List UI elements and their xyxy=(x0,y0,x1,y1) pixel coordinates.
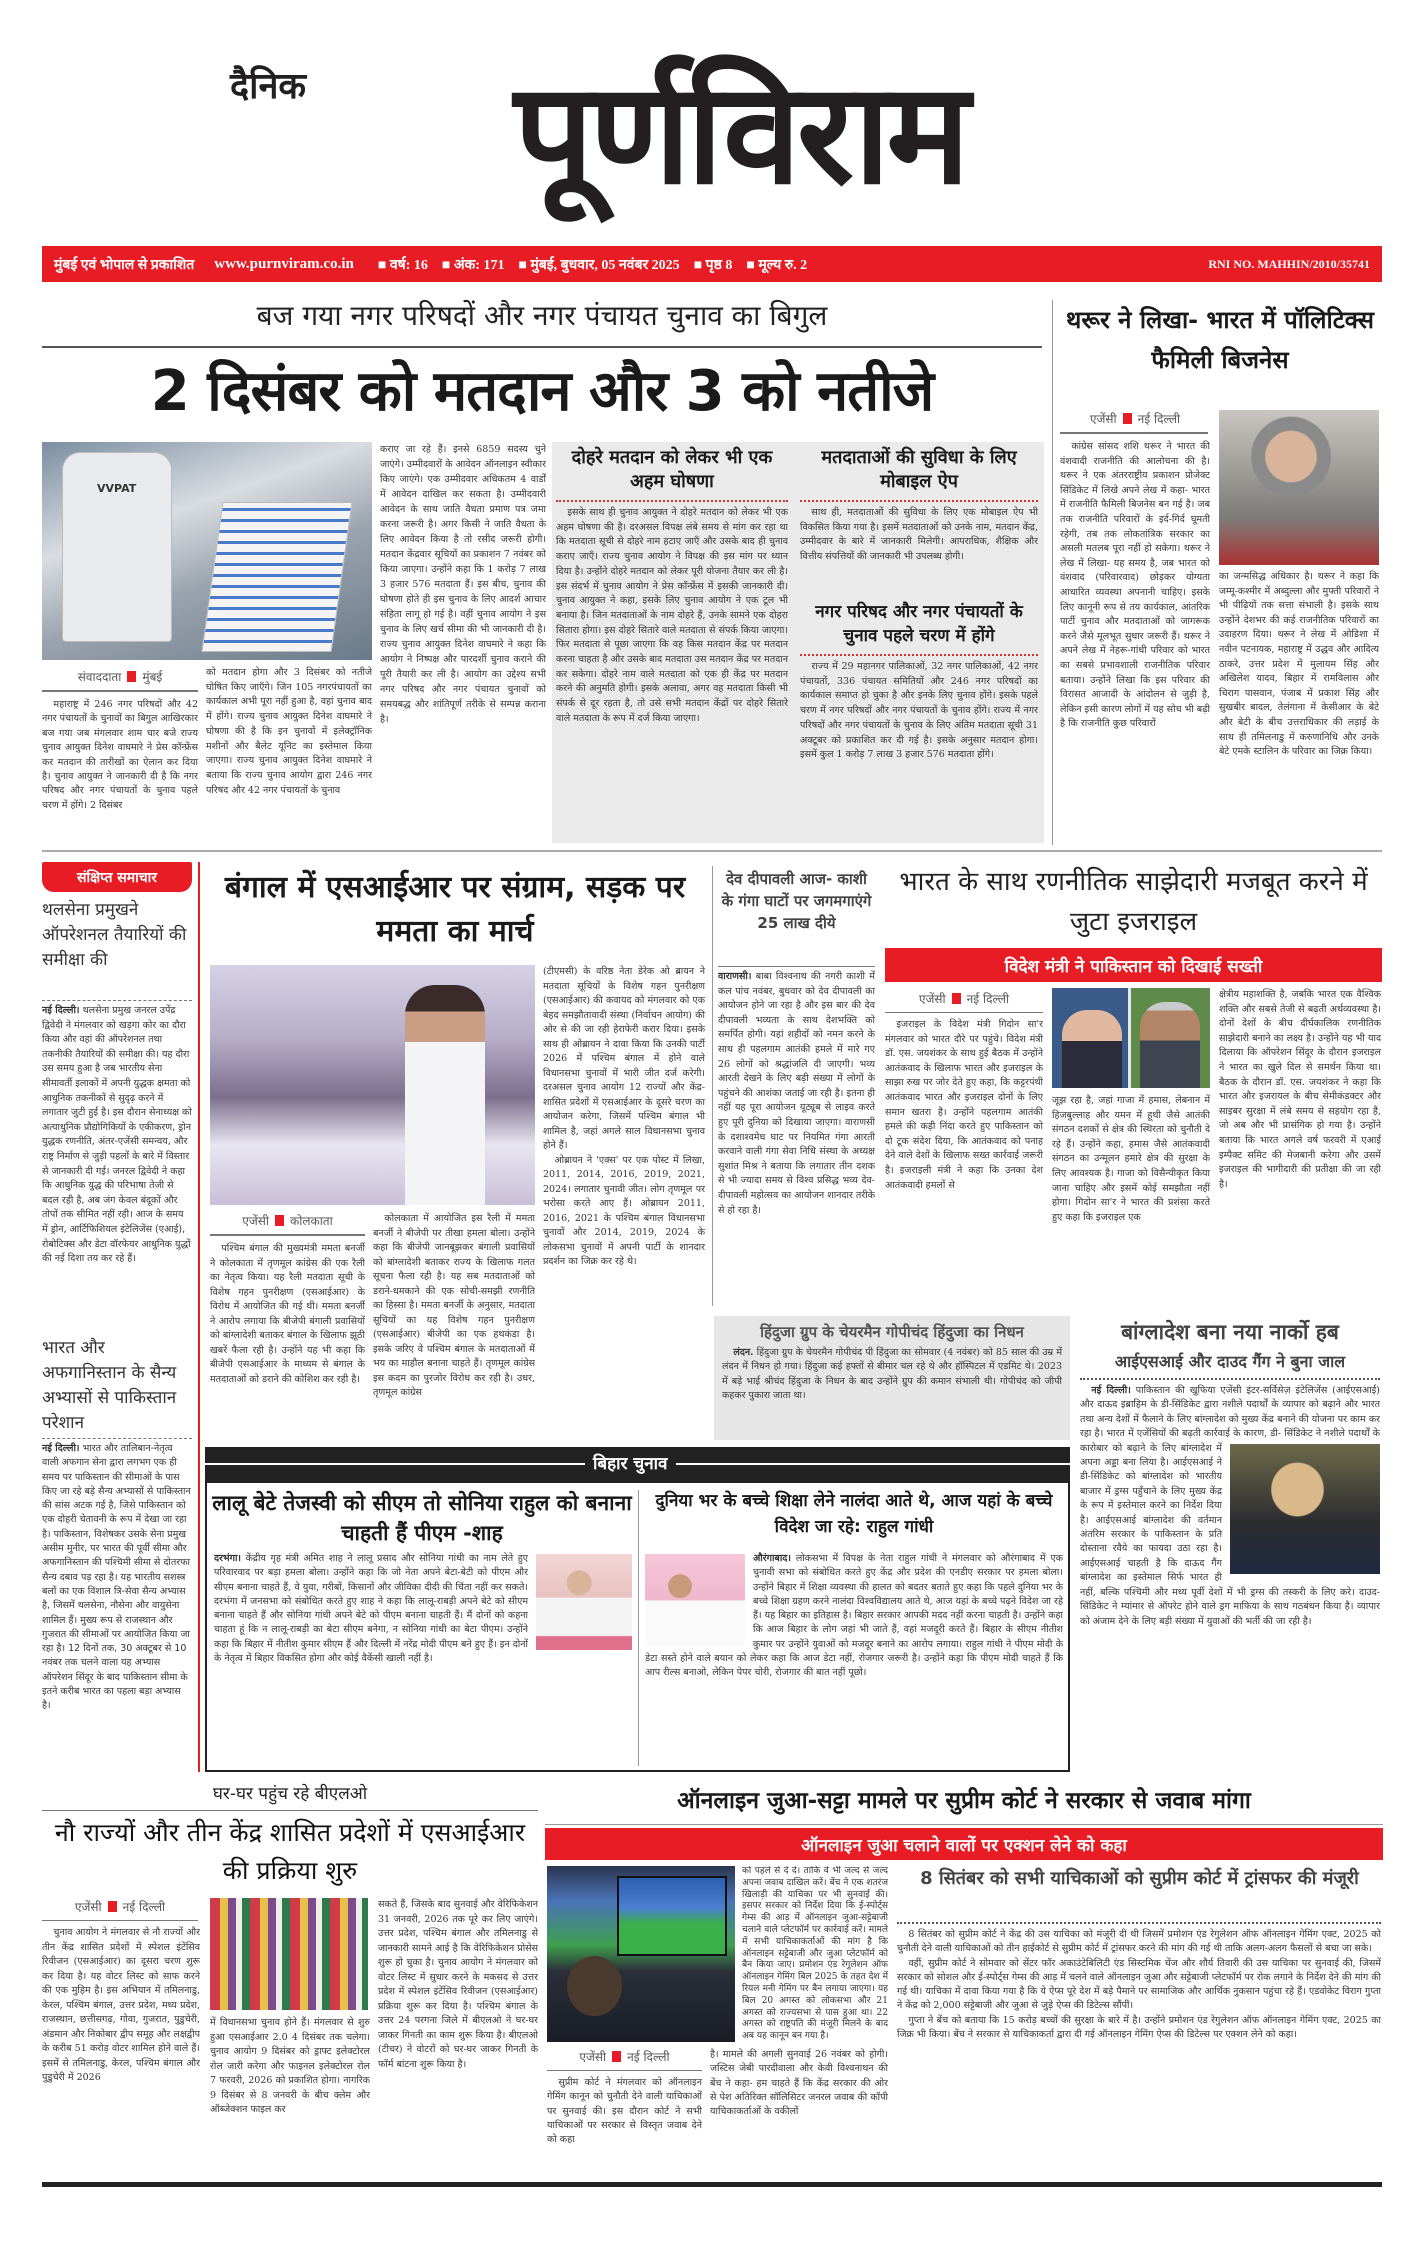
sir-kicker: घर-घर पहुंच रहे बीएलओ xyxy=(212,1784,368,1804)
mamata-rally-photo xyxy=(210,965,535,1205)
bangladesh-body xyxy=(1080,1384,1380,1772)
bihar-band-label: बिहार चुनाव xyxy=(585,1451,676,1477)
masthead-title: पूर्णविराम xyxy=(513,53,967,216)
brief-item1-text: थलसेना प्रमुख जनरल उपेंद्र द्विवेदी ने मंगलवार को खड़गा कोर का दौरा किया और वहां की ऑपरेशनल तथा तकनीकी तैयारियों की समीक्षा की। यह दौरा उस समय हुआ है जब भारतीय सेना सीमावर्ती इलाकों में अपनी युद्धक क्षमता को आधुनिक तकनीकों से सुदृढ़ करने में लगातार जुटी हुई है। इस दौरान सेनाध्यक्ष को अत्याधुनिक प्रौद्योगिकियों के एकीकरण, ड्रोन युद्धक रणनीति, अंतर-एजेंसी समन्वय, और राष्ट्र निर्माण से जुड़ी पहलों के बारे में विस्तार से जानकारी दी गई। जनरल द्विवेदी ने कहा कि आधुनिक युद्ध की परिभाषा तेजी से बदल रही है, अब जंग केवल बंदूकों और तोपों तक सीमित नहीं रही। आज के समय में ड्रोन, आर्टिफिशियल इंटेलिजेंस (एआई), रोबोटिक्स और डेटा वॉरफेयर आधुनिक युद्धों की नई दिशा तय कर रहे हैं। xyxy=(42,1005,192,1265)
hinduja-box xyxy=(714,1316,1070,1440)
dev-deepawali-place: वाराणसी। xyxy=(718,971,752,982)
byline-place: नई दिल्ली xyxy=(122,1900,166,1914)
tharoor-byline xyxy=(1060,410,1210,427)
byline-source: एजेंसी xyxy=(918,992,946,1006)
byline-source: संवाददाता xyxy=(77,670,122,684)
website-link[interactable]: www.purnviram.co.in xyxy=(214,255,354,272)
tharoor-headline: थरूर ने लिखा- भारत में पॉलिटिक्स फैमिली बिजनेस xyxy=(1066,306,1374,374)
brief-red-divider xyxy=(198,862,200,1772)
pages-text: पृष्ठ 8 xyxy=(705,257,733,273)
bihar-story2-headline: दुनिया भर के बच्चे शिक्षा लेने नालंदा आते थे, आज यहां के बच्चे विदेश जा रहे: राहुल गांधी xyxy=(655,1491,1053,1537)
box1-title: दोहरे मतदान को लेकर भी एक अहम घोषणा xyxy=(571,447,773,492)
hinduja-body xyxy=(722,1346,1062,1404)
gambling-col1: सुप्रीम कोर्ट ने मंगलवार को ऑनलाइन गेमिंग कानून को चुनौती देने वाली याचिकाओं पर सुनवाई की। इस दौरान कोर्ट ने सभी याचिकाओं पर सरकार से विस्तृत जवाब देने को कहा xyxy=(547,2077,702,2146)
lead-col1: महाराष्ट्र में 246 नगर परिषदों और 42 नगर पंचायतों के चुनावों का बिगुल आखिरकार बज गया जब मंगलवार शाम चार बजे राज्य चुनाव आयुक्त दिनेश वाघमारे ने प्रेस कॉन्फ्रेंस कर मतदान की तारीखों का ऐलान कर दिया है। चुनाव आयुक्त ने जानकारी दी है कि नगर परिषद और नगर पंचायतों के चुनाव पहले चरण में होंगे। 2 दिसंबर xyxy=(42,699,198,811)
byline-place: नई दिल्ली xyxy=(627,2050,670,2064)
sir-kicker-rule xyxy=(42,1810,538,1811)
brief-item1-body xyxy=(42,1004,192,1330)
byline-square-icon xyxy=(275,1215,284,1226)
sir-headline: नौ राज्यों और तीन केंद्र शासित प्रदेशों में एसआईआर की प्रक्रिया शुरु xyxy=(54,1818,526,1885)
bengal-col3-p2: ओब्रायन ने 'एक्स' पर एक पोस्ट में लिखा, 2011, 2014, 2016, 2019, 2021, 2024। लगातार चुनावी जीत। लोग तृणमूल पर भरोसा करते आए हैं। ओब्रायन 2011, 2016, 2021 के पश्चिम बंगाल विधानसभा चुनावों और 2014, 2019, 2024 के लोकसभा चुनावों में अपनी पार्टी के शानदार प्रदर्शन का जिक्र कर रहे थे। xyxy=(543,1154,705,1267)
bangladesh-text3: का निर्देश दिया है। आईएसआई बांग्लादेश की वर्तमान अंतरिम सरकार के पाकिस्तान के प्रति दोस्ताना रवैये का फायदा उठा रहा है। आईएसआई चाहती है कि दाऊद गैंग बांग्लादेश का इस्तेमाल सिर्फ भारत ही नहीं, बल्कि पश्चिमी और मध्य पूर्वी देशों में भी ड्रग्स की तस्करी के लिए करे। दाउद-सिंडिकेट ने म्यांमार से ऑपरेट होने वाले ड्रग माफिया के साथ गठबंधन किया है। व्यापार को अंजाम देने के लिए बड़ी संख्या में युवाओं की भर्ती की जा रही है। xyxy=(1080,1500,1380,1627)
year-text: वर्ष: 16 xyxy=(389,257,428,273)
byline-square-icon xyxy=(1123,413,1132,424)
tharoor-col1: कांग्रेस सांसद शशि थरूर ने भारत की वंशवादी राजनीति की आलोचना की है। थरूर ने एक अंतरराष्ट्रीय प्रकाशन प्रोजेक्ट सिंडिकेट में लिखे अपने लेख में कहा- भारत में राजनीति फैमिली बिजनेस बन गई है। जब तक राजनीति परिवारों के इर्द-गिर्द घूमती रहेगी, तब तक लोकतांत्रिक सरकार का असली मतलब पूरा नहीं हो सकेगा। थरूर ने लेख में लिखा- यह समय है, जब भारत को वंशवाद (परिवारवाद) छोड़कर योग्यता आधारित व्यवस्था अपनानी चाहिए। इसके लिए कानूनी रूप से तय कार्यकाल, आंतरिक पार्टी चुनाव और मतदाताओं को जागरूक करने जैसे मूलभूत सुधार जरूरी हैं। थरूर ने अपने लेख में नेहरू-गांधी परिवार को भारत का सबसे प्रभावशाली राजनीतिक परिवार बताया। उन्होंने लिखा कि इस परिवार की विरासत आजादी के आंदोलन से जुड़ी है, लेकिन इसी कारण लोगों में यह सोच भी बढ़ी है कि राजनीति कुछ परिवारों xyxy=(1060,441,1210,730)
hinduja-place: लंदन. xyxy=(733,1347,754,1358)
lead-kicker: बज गया नगर परिषदों और नगर पंचायत चुनाव का बिगुल xyxy=(256,299,828,332)
brief-item2-text: भारत और तालिबान-नेतृत्व वाली अफगान सेना द्वारा लगभग एक ही समय पर पाकिस्तान की सीमाओं के पास किए जा रहे बड़े सैन्य अभ्यासों से पाकिस्तान की सांस अटक गई है, जिसे पाकिस्तान को एक दोहरी चेतावनी के रूप में देखा जा रहा है। पाकिस्तान, विशेषकर उसके सेना प्रमुख असीम मुनीर, पर भारत की पूर्वी सीमा और अफगानिस्तान की पश्चिमी सीमा से दोतरफा सैन्य दबाव पड़ रहा है। यह भारतीय सशस्त्र बलों का एक विशाल त्रि-सेवा सैन्य अभ्यास है, जिसमें थलसेना, नौसेना और वायुसेना शामिल हैं। मुख्य रूप से राजस्थान और गुजरात की सीमाओं पर आयोजित किया जा रहा है। 12 दिनों तक, 30 अक्टूबर से 10 नवंबर तक चलने वाला यह अभ्यास ऑपरेशन सिंदूर के बाद पाकिस्तान सीमा के इतने करीब भारत का पहला बड़ा अभ्यास है। xyxy=(42,1443,191,1712)
bangladesh-text1: पाकिस्तान की खुफिया एजेंसी इंटर-सर्विसेज़ इंटेलिजेंस (आईएसआई) और दाऊद इब्राहिम के डी-सिंडिकेट द्वारा नशीले पदार्थों के व्यापार को बढ़ाने और भारत तथा अन्य देशों में फैलाने के लिए बांग्लादेश को मुख्य केंद्र बनाने की योजना पर काम कर रहा है। भारत में एजेंसियों की बढ़ती कार्रवाई के कारण, डी- xyxy=(1080,1385,1380,1440)
hinduja-headline: हिंदुजा ग्रुप के चेयरमैन गोपीचंद हिंदुजा का निधन xyxy=(760,1323,1024,1341)
amit-shah-rally-photo xyxy=(536,1554,632,1650)
bihar-story2-place: औरंगाबाद। xyxy=(753,1553,791,1564)
masthead-prefix: दैनिक xyxy=(230,66,307,107)
ballot-unit xyxy=(201,502,352,652)
tharoor-photo xyxy=(1219,410,1379,565)
israel-col3: क्षेत्रीय महाशक्ति है, जबकि भारत एक वैश्विक शक्ति और सबसे तेजी से बढ़ती अर्थव्यवस्था है। दोनों देशों के बीच दीर्घकालिक रणनीतिक साझेदारी बनाने का लक्ष्य है। उन्होंने यह भी याद दिलाया कि ऑपरेशन सिंदूर के दौरान इजराइल ने भारत का खुले दिल से समर्थन किया था। बैठक के दौरान डॉ. एस. जयशंकर ने कहा कि भारत और इजरायल के बीच सेमीकंडक्टर और साइबर सुरक्षा में लंबे समय से सहयोग रहा है, जो अब और भी प्रासंगिक हो गया है। उन्होंने बताया कि भारत अगले वर्ष फरवरी में एआई इम्पैक्ट समिट की मेजबानी करेगा और उसमें इजराइल की भागीदारी की प्रतीक्षा की जा रही है। xyxy=(1219,989,1381,1190)
brief-item2-title: भारत और अफगानिस्तान के सैन्य अभ्यासों से पाकिस्तान परेशान xyxy=(42,1338,177,1433)
tharoor-col2: का जन्मसिद्ध अधिकार है। थरूर ने कहा कि जम्मू-कश्मीर में अब्दुल्ला और मुफ्ती परिवारों ने भी पीढ़ियों तक सत्ता संभाली है। इसके साथ उन्होंने देशभर की कई राजनीतिक परिवारों का उदाहरण दिया। थरूर ने लेख में ओडिशा में नवीन पटनायक, महाराष्ट्र में उद्धव और आदित्य ठाकरे, उत्तर प्रदेश में मुलायम सिंह और अखिलेश यादव, बिहार में रामविलास और चिराग पासवान, पंजाब में प्रकाश सिंह और सुखबीर बादल, तेलंगाना में केसीआर के बेटे और बेटी के बीच उत्तराधिकार की लड़ाई के साथ ही तमिलनाडु में करुणानिधि और उनके बेटे एमके स्टालिन के परिवार का जिक्र किया। xyxy=(1219,571,1379,758)
byline-place: नई दिल्ली xyxy=(1137,412,1181,426)
box3-text: राज्य में 29 महानगर पालिकाओं, 32 नगर पालिकाओं, 42 नगर पंचायतों, 336 पंचायत समितियों और 246 नगर परिषदों का कार्यकाल समाप्त हो चुका है और इनके लिए चुनाव होंगे। इसके पहले चरण में नगर परिषदों और नगर पंचायतों के चुनाव होंगे। राज्य में नगर परिषदों और नगर पंचायतों के चुनाव के लिए अंतिम मतदाता सूची 31 अक्टूबर को प्रकाशित कर दी गई है। इसके अनुसार मतदान होगा। इसमें कुल 1 करोड़ 7 लाख 3 हजार 576 मतदाता होंगे। xyxy=(800,661,1038,761)
issue-text: अंक: 171 xyxy=(453,257,505,273)
byline-square-icon xyxy=(952,993,961,1004)
israel-subhead: विदेश मंत्री ने पाकिस्तान को दिखाई सख्ती xyxy=(1004,956,1263,977)
byline-source: एजेंसी xyxy=(242,1214,270,1228)
rni-number: RNI NO. MAHHIN/2010/35741 xyxy=(1208,256,1370,271)
bangladesh-text2: सिंडिकेट ने नशीले पदार्थों के कारोबार को बढ़ाने के लिए बांग्लादेश में अपना अड्डा बना लिया है। आईएसआई ने डी-सिंडिकेट को बांग्लादेश को भारतीय बाजार में ड्रग्स पहुँचाने के लिए मुख्य केंद्र के रूप में इस्तेमाल करने xyxy=(1080,1428,1380,1512)
bangladesh-subhead: आईएसआई और दाउद गैंग ने बुना जाल xyxy=(1114,1352,1346,1371)
lead-col2: को मतदान होगा और 3 दिसंबर को नतीजे घोषित किए जाएँगे। जिन 105 नगरपंचायतों का कार्यकाल अभी पूरा नहीं हुआ है, वहां चुनाव बाद में होंगे। राज्य चुनाव आयुक्त दिनेश वाघमारे ने घोषणा की है कि इन चुनावों में इलेक्ट्रॉनिक मशीनों और बैलेट यूनिट का इस्तेमाल किया जाएगा। राज्य चुनाव आयुक्त दिनेश वाघमारे ने बताया कि राज्य चुनाव आयोग द्वारा 246 नगर परिषद और 42 नगर पंचायतों के चुनाव xyxy=(206,667,372,796)
israel-byline xyxy=(885,990,1043,1007)
gambling-subhead-bar xyxy=(545,1828,1383,1860)
price-info: ■ मूल्य रु. 2 xyxy=(746,257,808,273)
byline-rule xyxy=(885,1012,1043,1013)
gambling-side-headline: 8 सितंबर को सभी याचिकाओं को सुप्रीम कोर्ट में ट्रांसफर की मंजूरी xyxy=(920,1868,1359,1889)
column-divider xyxy=(1052,300,1053,845)
byline-square-icon xyxy=(127,671,136,682)
jaishankar-figure xyxy=(1140,1002,1200,1088)
sir-byline xyxy=(42,1898,198,1915)
box1-text: इसके साथ ही चुनाव आयुक्त ने दोहरे मतदान को लेकर भी एक अहम घोषणा की है। दरअसल विपक्ष लंबे समय से मांग कर रहा था कि मतदाता सूची से दोहरे नाम हटाए जाएँ और उसके बाद ही चुनाव कराए जाएँ। राज्य चुनाव आयोग ने विपक्ष की इस मांग पर ध्यान दिया है। उन्होंने दोहरे मतदान को लेकर पूरी योजना तैयार कर ली है। इस संदर्भ में चुनाव आयोग ने प्रेस कॉन्फ्रेंस में इसकी जानकारी दी। चुनाव आयुक्त ने कहा, इसके लिए चुनाव आयोग ने एक टूल भी बनाया है। जिन मतदाताओं के नाम दोहरे हैं, उनके सामने एक दोहरा सितारा होगा। इस दोहरे सितारे वाले मतदाता से संपर्क किया जाएगा। फिर मतदाता से पूछा जाएगा कि वह किस मतदान केंद्र पर मतदान करना चाहता है और उसके बाद मतदाता उस मतदान केंद्र पर मतदान कर सकेगा। दोहरे नाम वाले मतदाता को एक ही केंद्र पर मतदान करने की अनुमति होगी। इसके अलावा, अगर वह मतदाता किसी भी संपर्क से दूर रहता है, तो उसे सभी मतदान केंद्रों पर दोहरे सितारे वाले मतदाता के रूप में दर्ज किया जाएगा। xyxy=(556,507,788,724)
byline-square-icon xyxy=(612,2051,621,2062)
brief-item2-divider xyxy=(42,1438,192,1439)
byline-source: एजेंसी xyxy=(74,1900,102,1914)
box2-divider xyxy=(800,500,1038,502)
page-bottom-rule xyxy=(42,2182,1382,2187)
gambling-subhead: ऑनलाइन जुआ चलाने वालों पर एक्शन लेने को कहा xyxy=(801,1835,1127,1856)
saar-figure xyxy=(1062,1010,1122,1088)
published-from: मुंबई एवं भोपाल से प्रकाशित xyxy=(54,257,195,273)
brief-item1-divider xyxy=(42,1000,192,1001)
bihar-band xyxy=(205,1447,1070,1483)
issue-info: ■ अंक: 171 xyxy=(441,257,505,273)
byline-rule xyxy=(210,1234,365,1236)
ministers-photo xyxy=(1052,988,1210,1088)
hinduja-text: हिंदुजा ग्रुप के चेयरमैन गोपीचंद पी हिंदुजा का सोमवार (4 नवंबर) को 85 साल की उम्र में लंदन में निधन हो गया। हिंदुजा कई हफ्तों से बीमार चल रहे थे और हॉस्पिटल में एडमिट थे। 2023 में बड़े भाई श्रीचंद हिंदुजा के निधन के बाद उन्होंने ग्रुप की कमान संभाली थी। गोपीचंद को जीपी कहकर पुकारा जाता था। xyxy=(722,1347,1062,1402)
box3-title: नगर परिषद और नगर पंचायतों के चुनाव पहले चरण में होंगे xyxy=(815,602,1023,646)
bihar-story1-place: दरभंगा। xyxy=(214,1553,242,1564)
bihar-story2-text: लोकसभा में विपक्ष के नेता राहुल गांधी ने मंगलवार को औरंगाबाद में एक चुनावी सभा को संबोधित करते हुए केंद्र और प्रदेश की एनडीए सरकार पर हमला बोला। उन्होंने बिहार में शिक्षा व्यवस्था की हालत को बदतर बताते हुए कहा कि पहले दुनिया भर के बच्चे शिक्षा ग्रहण करने नालंदा विश्वविद्यालय आते थे, आज यहां के बच्चे पढ़ने विदेश जा रहे हैं। यह बिहार का इतिहास है। बिहार सरकार आपकी मदद नहीं करना चाहती है। उन्होंने कहा कि आज बिहार के लोग जहां भी जाते हैं, वहां मजदूरी करते हैं। बिहार के सीएम नीतीश कुमार पर उन्होंने युवाओं को मजदूर बनाने का आरोप लगाया। राहुल गांधी ने पीएम मोदी के डेटा सस्ते होने वाले बयान को लेकर कहा कि आज डेटा नहीं, रोजगार जरूरी है। उन्होंने कहा कि पीएम मोदी चाहते हैं कि आप रील्स बनाओ, लेकिन पेपर चोरी, रोजगार की बात नहीं पूछो। xyxy=(645,1553,1063,1679)
bihar-story2-body xyxy=(645,1552,1063,1766)
dev-deepawali-text: बाबा विश्वनाथ की नगरी काशी में कल पांच नवंबर, बुधवार को देव दीपावली का आयोजन होने जा रहा है और इस बार की देव दीपावली भव्यता के साथ देशभक्ति को समर्पित होगी। यहां शहीदों को नमन करने के साथ ही पहलगाम आतंकी हमले में मारे गए 26 लोगों को श्रद्धांजलि दी जाएगी। भव्य आरती देखने के लिए बड़ी संख्या में लोगों के पहुंचने की आशंका जताई जा रही है। इतना ही नहीं यह पूरा आयोजन यूट्यूब से लाइव करते हुए पूरी दुनिया को दिखाया जाएगा। वाराणसी के दशाश्वमेध घाट पर नियमित गंगा आरती करवाने वाली गंगा सेवा निधि संस्था के अध्यक्ष सुशांत मिश्र ने बताया कि लगातार तीन दशक से भी ज्यादा समय से विश्व प्रसिद्ध भव्य देव-दीपावली महोत्सव का आयोजन शानदार तरीके से हो रहा है। xyxy=(718,971,875,1216)
gambling-col2: है। मामले की अगली सुनवाई 26 नवंबर को होगी। जस्टिस जेबी पारदीवाला और केवी विश्वनाथन की बेंच ने कहा- हम चाहते हैं कि केंद्र सरकार की ओर से पेश अतिरिक्त सॉलिसिटर जनरल जवाब की कॉपी याचिकाकर्ताओं के वकीलों xyxy=(710,2049,888,2118)
box2-title: मतदाताओं की सुविधा के लिए मोबाइल ऐप xyxy=(821,447,1017,492)
israel-headline: भारत के साथ रणनीतिक साझेदारी मजबूत करने में जुटा इजराइल xyxy=(899,867,1368,937)
section-divider xyxy=(42,850,1382,852)
bengal-col1: पश्चिम बंगाल की मुख्यमंत्री ममता बनर्जी ने कोलकाता में तृणमूल कांग्रेस की एक रैली का नेतृत्व किया। यह रैली मतदाता सूची के विशेष गहन पुनरीक्षण (एसआईआर) के विरोध में आयोजित की गई थी। ममता बनर्जी ने आरोप लगाया कि बीजेपी बंगाली प्रवासियों को बांग्लादेशी बताकर बंगाल के खिलाफ झूठी खबरें फैला रही है। उन्होंने यह भी कहा कि बीजेपी एसआईआर के माध्यम से बंगाल के मतदाताओं को डराने की कोशिश कर रही है। xyxy=(210,1243,365,1385)
box2-text: साथ ही, मतदाताओं की सुविधा के लिए एक मोबाइल ऐप भी विकसित किया गया है। इसमें मतदाताओं को उनके नाम, मतदान केंद्र, उम्मीदवार के बारे में जानकारी मिलेगी। आपराधिक, शैक्षिक और वित्तीय संपत्तियों की जानकारी भी उपलब्ध होगी। xyxy=(800,507,1038,563)
israel-col2: जूझ रहा है, जहां गाजा में हमास, लेबनान में हिजबुल्लाह और यमन में हूथी जैसे आतंकी संगठन दशकों से क्षेत्र की स्थिरता को चुनौती दे रहे हैं। उन्होंने कहा, हमास जैसे आतंकवादी संगठन का उन्मूलन हमारे क्षेत्र की सुरक्षा के लिए आवश्यक है। गाजा को विसैन्यीकृत किया जाना चाहिए और इसमें कोई समझौता नहीं होगा। गिदोन सा'र ने भारत की प्रशंसा करते हुए कहा कि इजराइल एक xyxy=(1052,1095,1210,1223)
byline-source: एजेंसी xyxy=(1089,412,1117,426)
box3-divider xyxy=(800,654,1038,656)
dateline-bar xyxy=(42,246,1382,282)
masthead xyxy=(0,0,1417,245)
vvpat-machine xyxy=(62,452,172,642)
byline-square-icon xyxy=(108,1901,117,1912)
brief-item2-place: नई दिल्ली। xyxy=(42,1443,80,1454)
byline-rule xyxy=(42,690,198,692)
mamata-figure xyxy=(405,985,485,1205)
sir-col2: में विधानसभा चुनाव होने हैं। मंगलवार से शुरु हुआ एसआईआर 2.0 4 दिसंबर तक चलेगा। चुनाव आयोग 9 दिसंबर को ड्राफ्ट इलेक्टोरल रोल जारी करेगा और फाइनल इलेक्टोरल रोल 7 फरवरी, 2026 को प्रकाशित होगा। नागरिक 9 दिसंबर से 8 जनवरी के बीच क्लेम और ऑब्जेक्शन फाइल कर xyxy=(210,2017,370,2115)
evm-vvpat-photo xyxy=(42,442,372,660)
brief-label: संक्षिप्त समाचार xyxy=(77,869,157,886)
sir-col1: चुनाव आयोग ने मंगलवार से नौ राज्यों और तीन केंद्र शासित प्रदेशों में स्पेशल इंटेंसिव रिवीजन (एसआईआर) का दूसरा चरण शुरू कर दिया है। यह वोटर लिस्ट को साफ करने की एक मुहिम है। इस अभियान में तमिलनाडु, केरल, पश्चिम बंगाल, उत्तर प्रदेश, मध्य प्रदेश, राजस्थान, छत्तीसगढ़, गोवा, गुजरात, पुडुचेरी, अंडमान और निकोबार द्वीप समूह और लक्षद्वीप के करीब 51 करोड़ वोटर शामिल होने वाले हैं। इसमें से तमिलनाडु, केरल, पश्चिम बंगाल और पुडुचेरी में 2026 xyxy=(42,1927,200,2083)
column-divider xyxy=(712,866,713,1306)
gambling-side-body xyxy=(897,1928,1381,2176)
byline-place: नई दिल्ली xyxy=(966,992,1010,1006)
side-text2: वहीं, सुप्रीम कोर्ट ने सोमवार को सेंटर फॉर अकाउंटेबिलिटी एंड सिस्टमिक चेंज और शौर्य तिवारी की उस याचिका पर सुनवाई की, जिसमें सरकार को सोशल और ई-स्पोर्ट्स गेम्स की आड़ में चलने वाले ऑनलाइन जुआ और सट्टेबाजी प्लेटफॉर्म पर रोक लगाने के निर्देश देने की मांग की गई थी। याचिका में दावा किया गया है कि ये ऐप्स पूरे देश में बड़े पैमाने पर सामाजिक और आर्थिक नुकसान पहुंचा रहे हैं। एडवोकेट विराग गुप्ता ने केंद्र को 2,000 सट्टेबाजी और जुआ से जुड़े ऐप्स की डिटेल्स सौंपीं। xyxy=(897,1957,1381,2012)
date-text: मुंबई, बुधवार, 05 नवंबर 2025 xyxy=(530,257,680,273)
dev-deepawali-rule xyxy=(718,966,875,967)
gaming-photo xyxy=(547,1866,735,2042)
dev-deepawali-body xyxy=(718,970,875,1310)
lead-headline: 2 दिसंबर को मतदान और 3 को नतीजे xyxy=(150,359,934,424)
bengal-col3-p1: (टीएमसी) के वरिष्ठ नेता डेरेक ओ ब्रायन ने मतदाता सूचियों के विशेष गहन पुनरीक्षण (एसआईआर) की कवायद को मंगलवार को एक बेहद समझौतावादी संस्था (निर्वाचन आयोग) की ओर से की जा रही हेराफेरी करार दिया। इसके साथ ही ओब्रायन ने दावा किया कि उनकी पार्टी 2026 में पश्चिम बंगाल में होने वाले विधानसभा चुनावों में भारी जीत दर्ज करेगी। दरअसल चुनाव आयोग 12 राज्यों और केंद्र-शासित प्रदेशों में एसआईआर के दूसरे चरण का आयोजन करेगा, जिसमें पश्चिम बंगाल भी शामिल है, जहां अगले साल विधानसभा चुनाव होने हैं। xyxy=(543,966,705,1151)
bangladesh-divider xyxy=(1080,1378,1380,1380)
voters-queue-photo xyxy=(210,1898,368,2010)
byline-place: कोलकाता xyxy=(290,1214,333,1228)
dawood-photo xyxy=(1230,1444,1380,1574)
brief-label-tab xyxy=(42,862,192,892)
dev-deepawali-headline: देव दीपावली आज- काशी के गंगा घाटों पर जगमगाएंगे 25 लाख दीये xyxy=(721,870,872,932)
tv-screen xyxy=(617,1876,727,1956)
byline-source: एजेंसी xyxy=(579,2050,607,2064)
vvpat-label: VVPAT xyxy=(97,482,137,495)
byline-place: मुंबई xyxy=(142,670,163,684)
side-text3: गुप्ता ने बेंच को बताया कि 15 करोड़ बच्चों की सुरक्षा के बारे में है। उन्होंने प्रमोशन एंड रेगुलेशन ऑफ ऑनलाइन गेमिंग एक्ट, 2025 का जिक्र भी किया। बेंच ने सरकार से याचिकाकर्ता द्वारा दी गई ऑनलाइन गेमिंग ऐप्स की डिटेल्स पर एक्शन लेने को कहा। xyxy=(897,2014,1381,2041)
column-divider xyxy=(638,1490,639,1766)
kicker-rule xyxy=(42,346,1042,348)
byline-rule xyxy=(42,1920,198,1921)
byline-rule xyxy=(1060,432,1208,434)
gambling-headline: ऑनलाइन जुआ-सट्टा मामले पर सुप्रीम कोर्ट ने सरकार से जवाब मांगा xyxy=(677,1788,1251,1814)
lead-byline xyxy=(42,668,198,685)
brief-item1-place: नई दिल्ली। xyxy=(42,1005,80,1016)
israel-subhead-bar xyxy=(885,948,1382,982)
sir-col3: सकते हैं, जिसके बाद सुनवाई और वेरिफिकेशन 31 जनवरी, 2026 तक पूरे कर लिए जाएंगे। उत्तर प्रदेश, पश्चिम बंगाल और तमिलनाडु से जानकारी सामने आई है कि वेरिफिकेशन प्रोसेस शुरू हो चुका है। चुनाव आयोग ने मंगलवार को वोटर लिस्ट में सुधार करने के मकसद से उत्तर प्रदेश में स्पेशल इंटेंसिव रिवीजन (एसआईआर) प्रक्रिया शुरू कर दिया है। पश्चिम बंगाल के उत्तर 24 परगना जिले में बीएलओ ने घर-घर जाकर गिनती का काम शुरू किया है। बीएलओ (टीचर) ने वोटरों को घर-घर जाकर गिनती के फॉर्म बांटना शुरू किया है। xyxy=(378,1899,538,2070)
date-info: ■ मुंबई, बुधवार, 05 नवंबर 2025 xyxy=(518,257,680,273)
bengal-byline xyxy=(210,1212,365,1229)
year-info: ■ वर्ष: 16 xyxy=(377,257,428,273)
brief-item2-body xyxy=(42,1442,192,1772)
price-text: मूल्य रु. 2 xyxy=(758,257,808,273)
pages-info: ■ पृष्ठ 8 xyxy=(693,257,733,273)
bangladesh-place: नई दिल्ली। xyxy=(1091,1385,1131,1396)
byline-rule xyxy=(547,2070,702,2071)
bangladesh-headline: बांग्लादेश बना नया नार्को हब xyxy=(1121,1320,1339,1344)
box1-divider xyxy=(556,500,788,502)
gambling-side-divider xyxy=(897,1922,1381,1924)
side-text1: 8 सितंबर को सुप्रीम कोर्ट ने केंद्र की उस याचिका को मंजूरी दी थी जिसमें प्रमोशन एंड रेगुलेशन ऑफ ऑनलाइन गेमिंग एक्ट, 2025 को चुनौती देने वाली याचिकाओं को तीन हाईकोर्ट से सुप्रीम कोर्ट में ट्रांसफर करने की मांग की गई थी ताकि अलग-अलग फैसलों से बचा जा सके। xyxy=(897,1929,1381,1955)
rahul-gandhi-photo xyxy=(645,1554,745,1646)
bengal-col2: कोलकाता में आयोजित इस रैली में ममता बनर्जी ने बीजेपी पर तीखा हमला बोला। उन्होंने कहा कि बीजेपी जानबूझकर बंगाली प्रवासियों को बांग्लादेशी बताकर राज्य के खिलाफ गलत सूचना फैला रही है। यह सब मतदाताओं को डराने-धमकाने की एक सोची-समझी रणनीति का हिस्सा है। ममता बनर्जी के अनुसार, मतदाता सूचियों का यह विशेष गहन पुनरीक्षण (एसआईआर) बीजेपी का एक हथकंडा है। इसके जरिए वे पश्चिम बंगाल के मतदाताओं में भय का माहौल बनाना चाहते हैं। तृणमूल कांग्रेस इस कदम का पुरजोर विरोध कर रही है। उधर, तृणमूल कांग्रेस xyxy=(373,1213,535,1398)
gambling-col3: को पहले से दे दें। ताकि वे भी जल्द से जल्द अपना जवाब दाखिल करें। बेंच ने एक शतरंज खिलाड़ी की याचिका पर भी सुनवाई की। इसपर सरकार को निर्देश दिया कि ई-स्पोर्ट्स गेम्स की आड़ में ऑनलाइन जुआ-सट्टेबाजी चलाने वाले प्लेटफॉर्म पर कार्रवाई करें। मामले में सभी याचिकाकर्ताओं की मांग है कि ऑनलाइन सट्टेबाजी और जुआ प्लेटफॉर्म को बैन किया जाए। प्रमोशन एंड रेगुलेशन ऑफ ऑनलाइन गेमिंग बिल 2025 के तहत देश में रियल मनी गेमिंग पर बैन लगाया जाएगा। यह बिल 20 अगस्त को लोकसभा और 21 अगस्त को राज्यसभा से पास हुआ था। 22 अगस्त को राष्ट्रपति की मंजूरी मिलने के बाद अब यह कानून बन गया है। xyxy=(742,1866,888,2042)
gambling-byline xyxy=(547,2048,702,2065)
bihar-story1-body xyxy=(214,1552,632,1766)
player-head xyxy=(567,1956,622,2016)
bihar-story1-headline: लालू बेटे तेजस्वी को सीएम तो सोनिया राहुल को बनाना चाहती हैं पीएम -शाह xyxy=(212,1491,632,1545)
lead-col3: कराए जा रहे हैं। इनसे 6859 सदस्य चुने जाएंगे। उम्मीदवारों के आवेदन ऑनलाइन स्वीकार किए जाएंगे। एक उम्मीदवार अधिकतम 4 वार्डों में आवेदन दाखिल कर सकता है। उम्मीदवारी आवेदन के साथ जाति वैधता प्रमाण पत्र जमा करना जरूरी है। अगर किसी ने जाति वैधता के लिए आवेदन किया है तो रसीद जरूरी होगी। मतदान केंद्रवार सूचियों का प्रकाशन 7 नवंबर को किया जाएगा। उन्होंने कहा कि 1 करोड़ 7 लाख 3 हजार 576 मतदाता हैं। इस बीच, चुनाव की घोषणा होते ही इस चुनाव के लिए आदर्श आचार संहिता लागू हो गई है। वहीं चुनाव आयोग ने इस चुनाव के लिए खर्च सीमा की भी जानकारी दी है। राज्य चुनाव आयुक्त दिनेश वाघमारे ने कहा कि आयोग ने निष्पक्ष और पारदर्शी चुनाव कराने की पूरी तैयारी कर ली है। आयोग का उद्देश्य सभी नगर परिषद और नगर पंचायत चुनावों को समयबद्ध और शांतिपूर्ण तरीके से सम्पन्न कराना है। xyxy=(380,444,546,725)
brief-item1-title: थलसेना प्रमुखने ऑपरेशनल तैयारियों की समीक्षा की xyxy=(42,900,187,970)
bihar-story1-text: केंद्रीय गृह मंत्री अमित शाह ने लालू प्रसाद और सोनिया गांधी का नाम लेते हुए परिवारवाद पर बड़ा हमला बोला। उन्होंने कहा कि जो नेता अपने बेटा-बेटी को पीएम और सीएम बनाना चाहते हैं, वे युवा, गरीबों, किसानों और जीविका दीदी की चिंता नहीं कर सकते। दरभंगा में जनसभा को संबोधित करते हुए शाह ने कहा कि लालू-राबड़ी अपने बेटे को सीएम बनाना चाहते हैं और सोनिया गांधी अपने बेटे को पीएम बनाना चाहती हैं। मैं दोनों को कहना चाहता हूं कि न लालू-राबड़ी का बेटा सीएम बनेगा, न सोनिया गांधी का बेटा पीएम। उन्होंने कहा कि बिहार में नीतीश कुमार सीएम हैं और दिल्ली में नरेंद्र मोदी पीएम बने हुए हैं। इन दोनों के नेतृत्व में बिहार विकसित होगा और कोई वैकेंसी खाली नहीं है। xyxy=(214,1553,528,1665)
bengal-col3 xyxy=(543,965,705,1434)
gambling-rule xyxy=(545,1824,1383,1825)
israel-col1: इजराइल के विदेश मंत्री गिदोन सा'र मंगलवार को भारत दौरे पर पहुंचे। विदेश मंत्री डॉ. एस. जयशंकर के साथ हुई बैठक में उन्होंने आतंकवाद के खिलाफ भारत और इजराइल के साझा रुख पर जोर देते हुए कहा, कि कट्टरपंथी आतंकवाद भारत और इजराइल दोनों के लिए समान खतरा है। उन्होंने पहलगाम आतंकी हमले की कड़ी निंदा करते हुए पाकिस्तान को दो टूक संदेश दिया, कि आतंकवाद को पनाह देने वाले देशों के खिलाफ सख्त कार्रवाई जरूरी है। इजराइली मंत्री ने कहा कि उनका देश आतंकवादी हमलों से xyxy=(885,1019,1043,1191)
bengal-headline: बंगाल में एसआईआर पर संग्राम, सड़क पर ममता का मार्च xyxy=(224,870,686,949)
